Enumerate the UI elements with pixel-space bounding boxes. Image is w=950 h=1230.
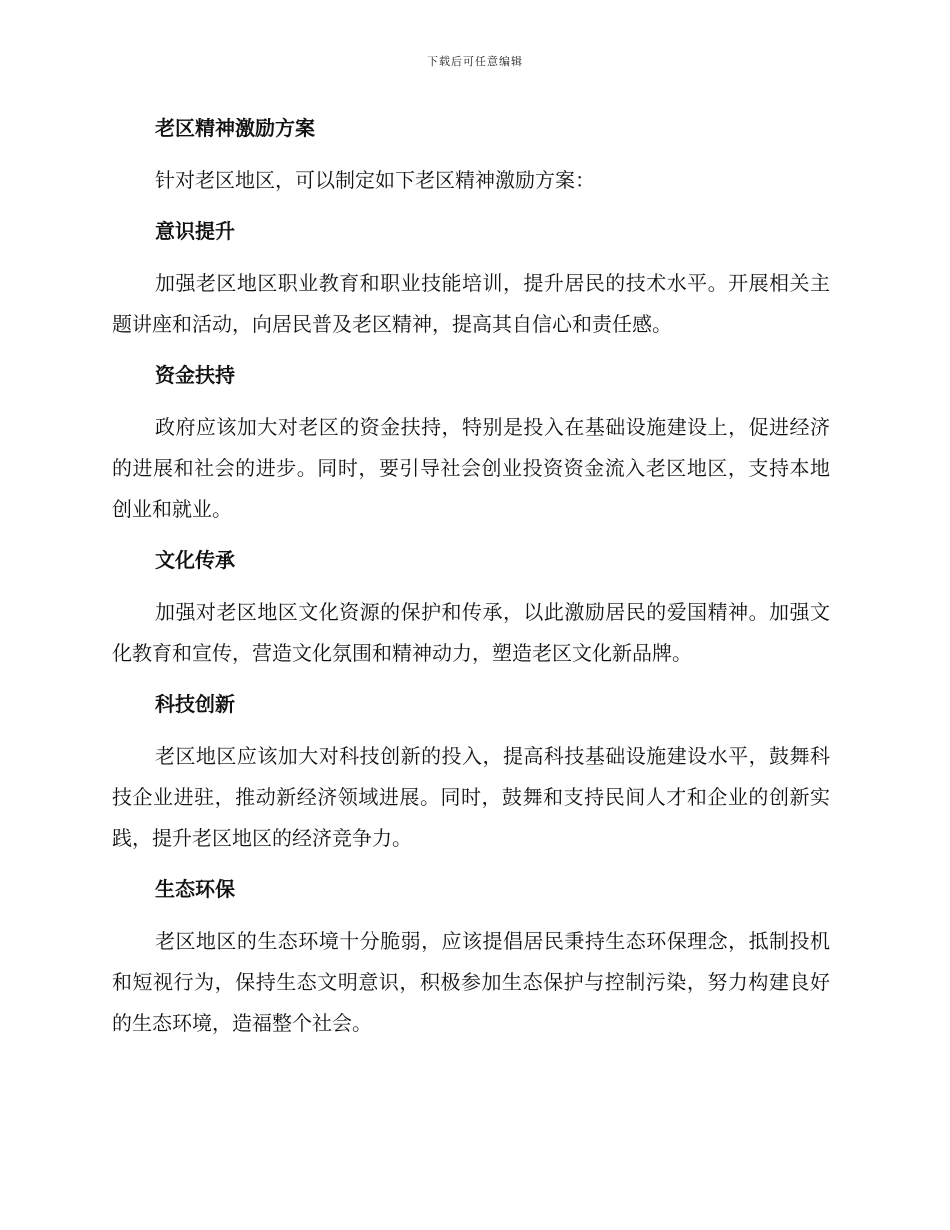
intro-paragraph: 针对老区地区，可以制定如下老区精神激励方案：	[155, 168, 595, 192]
section-heading-awareness: 意识提升	[155, 219, 235, 243]
page-header: 下载后可任意编辑	[427, 55, 523, 68]
section-body-awareness: 加强老区地区职业教育和职业技能培训，提升居民的技术水平。开展相关主题讲座和活动，向居民普及老区精神，提高其自信心和责任感。	[112, 271, 830, 336]
document-body	[112, 110, 830, 1044]
section-heading-funding: 资金扶持	[155, 363, 235, 387]
section-heading-innovation: 科技创新	[155, 692, 235, 716]
section-heading-ecology: 生态环保	[155, 877, 235, 901]
document-title: 老区精神激励方案	[155, 116, 315, 140]
section-body-innovation: 老区地区应该加大对科技创新的投入，提高科技基础设施建设水平，鼓舞科技企业进驻，推动新经济领域进展。同时，鼓舞和支持民间人才和企业的创新实践，提升老区地区的经济竞争力。	[112, 744, 830, 850]
section-body-funding: 政府应该加大对老区的资金扶持，特别是投入在基础设施建设上，促进经济的进展和社会的进步。同时，要引导社会创业投资资金流入老区地区，支持本地创业和就业。	[112, 415, 830, 521]
section-body-ecology: 老区地区的生态环境十分脆弱，应该提倡居民秉持生态环保理念，抵制投机和短视行为，保持生态文明意识，积极参加生态保护与控制污染，努力构建良好的生态环境，造福整个社会。	[112, 929, 830, 1035]
section-heading-culture: 文化传承	[155, 548, 235, 572]
section-body-culture: 加强对老区地区文化资源的保护和传承，以此激励居民的爱国精神。加强文化教育和宣传，营造文化氛围和精神动力，塑造老区文化新品牌。	[112, 600, 830, 665]
